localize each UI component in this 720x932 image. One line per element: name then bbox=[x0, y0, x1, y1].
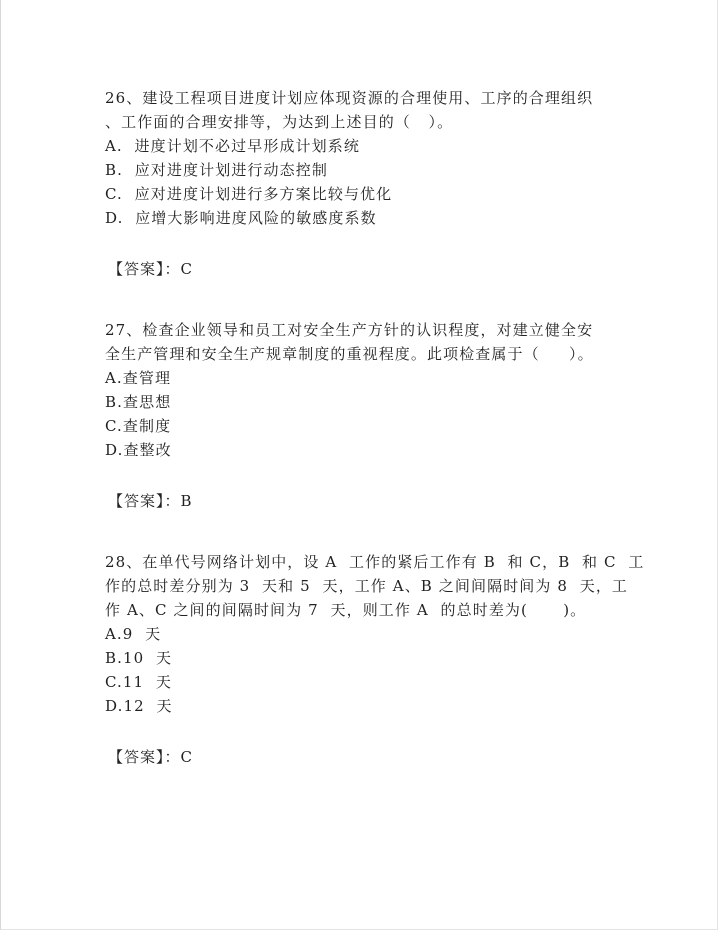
option-d: D. 应增大影响进度风险的敏感度系数 bbox=[105, 209, 377, 227]
option-a: A.9 天 bbox=[105, 625, 162, 643]
answer-label: 【答案】：B bbox=[108, 492, 193, 510]
option-b: B. 应对进度计划进行动态控制 bbox=[105, 161, 328, 179]
option-b: B.10 天 bbox=[105, 649, 173, 667]
question-stem-line: 、工作面的合理安排等，为达到上述目的（ ）。 bbox=[105, 113, 454, 131]
option-b: B.查思想 bbox=[105, 393, 172, 411]
option-d: D.12 天 bbox=[105, 697, 173, 715]
answer-label: 【答案】：C bbox=[108, 260, 193, 278]
answer-label: 【答案】：C bbox=[108, 748, 193, 766]
option-a: A.查管理 bbox=[105, 369, 172, 387]
question-stem-line: 26、建设工程项目进度计划应体现资源的合理使用、工序的合理组织 bbox=[105, 89, 594, 107]
option-c: C. 应对进度计划进行多方案比较与优化 bbox=[105, 185, 393, 203]
question-stem-line: 28、在单代号网络计划中，设 A 工作的紧后工作有 B 和 C，B 和 C 工 bbox=[105, 553, 645, 571]
question-stem-line: 27、检查企业领导和员工对安全生产方针的认识程度，对建立健全安 bbox=[105, 321, 594, 339]
question-stem-line: 全生产管理和安全生产规章制度的重视程度。此项检查属于（ ）。 bbox=[105, 345, 594, 363]
question-stem-line: 作 A、C 之间的间隔时间为 7 天，则工作 A 的总时差为( )。 bbox=[105, 601, 587, 619]
option-a: A. 进度计划不必过早形成计划系统 bbox=[105, 137, 360, 155]
option-c: C.11 天 bbox=[105, 673, 173, 691]
option-d: D.查整改 bbox=[105, 441, 172, 459]
option-c: C.查制度 bbox=[105, 417, 172, 435]
question-stem-line: 作的总时差分别为 3 天和 5 天，工作 A、B 之间间隔时间为 8 天，工 bbox=[105, 577, 629, 595]
